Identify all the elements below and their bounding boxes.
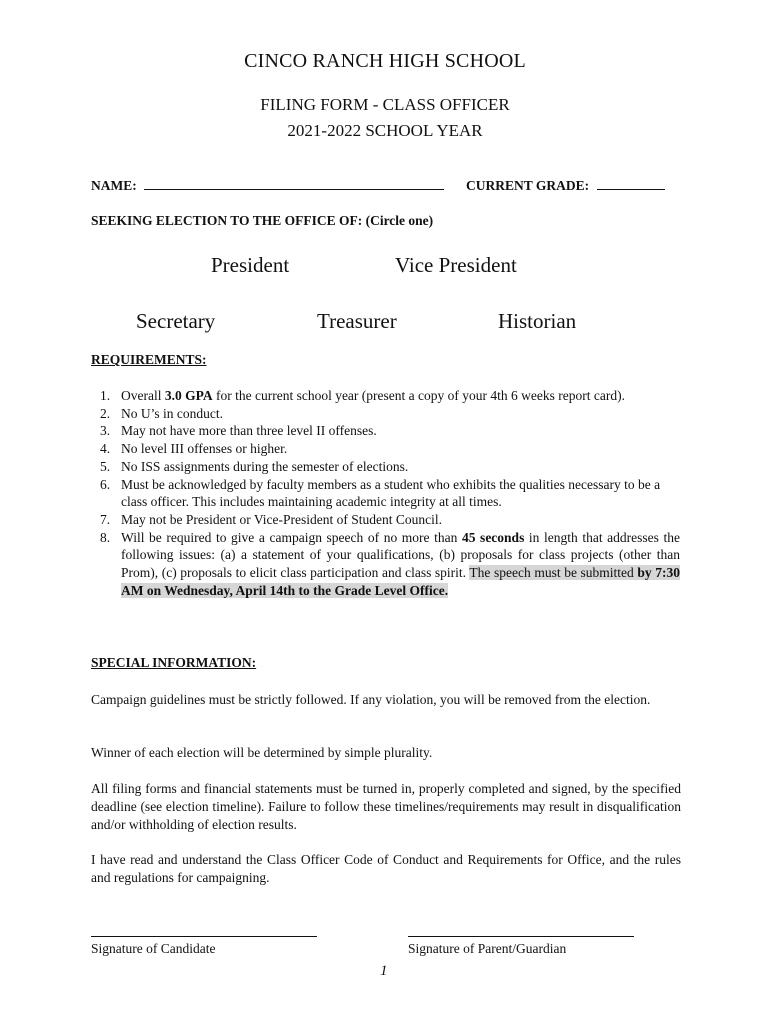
seeking-election-label: SEEKING ELECTION TO THE OFFICE OF: (Circle one) <box>91 213 434 228</box>
candidate-signature-line[interactable] <box>91 936 317 937</box>
name-field[interactable] <box>91 178 444 194</box>
special-paragraph-1: Campaign guidelines must be strictly followed. If any violation, you will be removed from the election. <box>91 692 651 707</box>
special-paragraph-2: Winner of each election will be determined by simple plurality. <box>91 745 433 760</box>
name-line[interactable] <box>144 189 444 190</box>
list-item: 5. No ISS assignments during the semester of elections. <box>100 458 409 474</box>
list-item: 2. No U’s in conduct. <box>100 405 223 421</box>
form-title: FILING FORM - CLASS OFFICER <box>260 95 510 114</box>
candidate-signature-label: Signature of Candidate <box>91 941 216 956</box>
page-number: 1 <box>380 963 388 979</box>
list-item: 8. Will be required to give a campaign speech of no more than 45 seconds in length that addresses the following issues: (a) a statement of your qualifications, (b) proposals for class projects (other than Prom), (c) proposals to elicit class participation and class spirit. The speech must be submitted by 7:30 AM on Wednesday, April 14th to the Grade Level Office. <box>100 529 681 598</box>
list-item: 3. May not have more than three level II offenses. <box>100 423 377 439</box>
office-vice-president[interactable]: Vice President <box>395 253 517 277</box>
list-item: 4. No level III offenses or higher. <box>100 441 288 457</box>
list-item: 7. May not be President or Vice-President of Student Council. <box>100 511 443 527</box>
list-item: 1. Overall 3.0 GPA for the current school year (present a copy of your 4th 6 weeks report card). <box>100 388 625 403</box>
list-item: 6. Must be acknowledged by faculty members as a student who exhibits the qualities necessary to be a class officer. This includes maintaining academic integrity at all times. <box>100 476 661 510</box>
deadline-highlight: The speech must be submitted by 7:30 AM on Wednesday, April 14th to the Grade Level Office. <box>121 565 680 598</box>
office-secretary[interactable]: Secretary <box>136 309 216 333</box>
school-name: CINCO RANCH HIGH SCHOOL <box>244 50 526 72</box>
special-paragraph-4: I have read and understand the Class Officer Code of Conduct and Requirements for Office, and the rules and regulations for campaigning. <box>91 852 681 885</box>
office-treasurer[interactable]: Treasurer <box>317 309 397 333</box>
office-president[interactable]: President <box>211 253 290 277</box>
requirements-heading: REQUIREMENTS: <box>91 352 207 367</box>
school-year: 2021-2022 SCHOOL YEAR <box>287 121 483 140</box>
name-label: NAME: <box>91 178 137 193</box>
parent-signature-label: Signature of Parent/Guardian <box>408 941 567 956</box>
special-paragraph-3: All filing forms and financial statements must be turned in, properly completed and signed, by the specified deadline (see election timeline). Failure to follow these timelines/requirements may result in disqualification and/or withholding of election results. <box>91 781 681 832</box>
grade-line[interactable] <box>597 189 665 190</box>
special-info-heading: SPECIAL INFORMATION: <box>91 655 257 670</box>
office-historian[interactable]: Historian <box>498 309 577 333</box>
grade-field[interactable] <box>466 178 665 194</box>
grade-label: CURRENT GRADE: <box>466 178 590 193</box>
parent-signature-line[interactable] <box>408 936 634 937</box>
requirements-list <box>92 387 680 599</box>
